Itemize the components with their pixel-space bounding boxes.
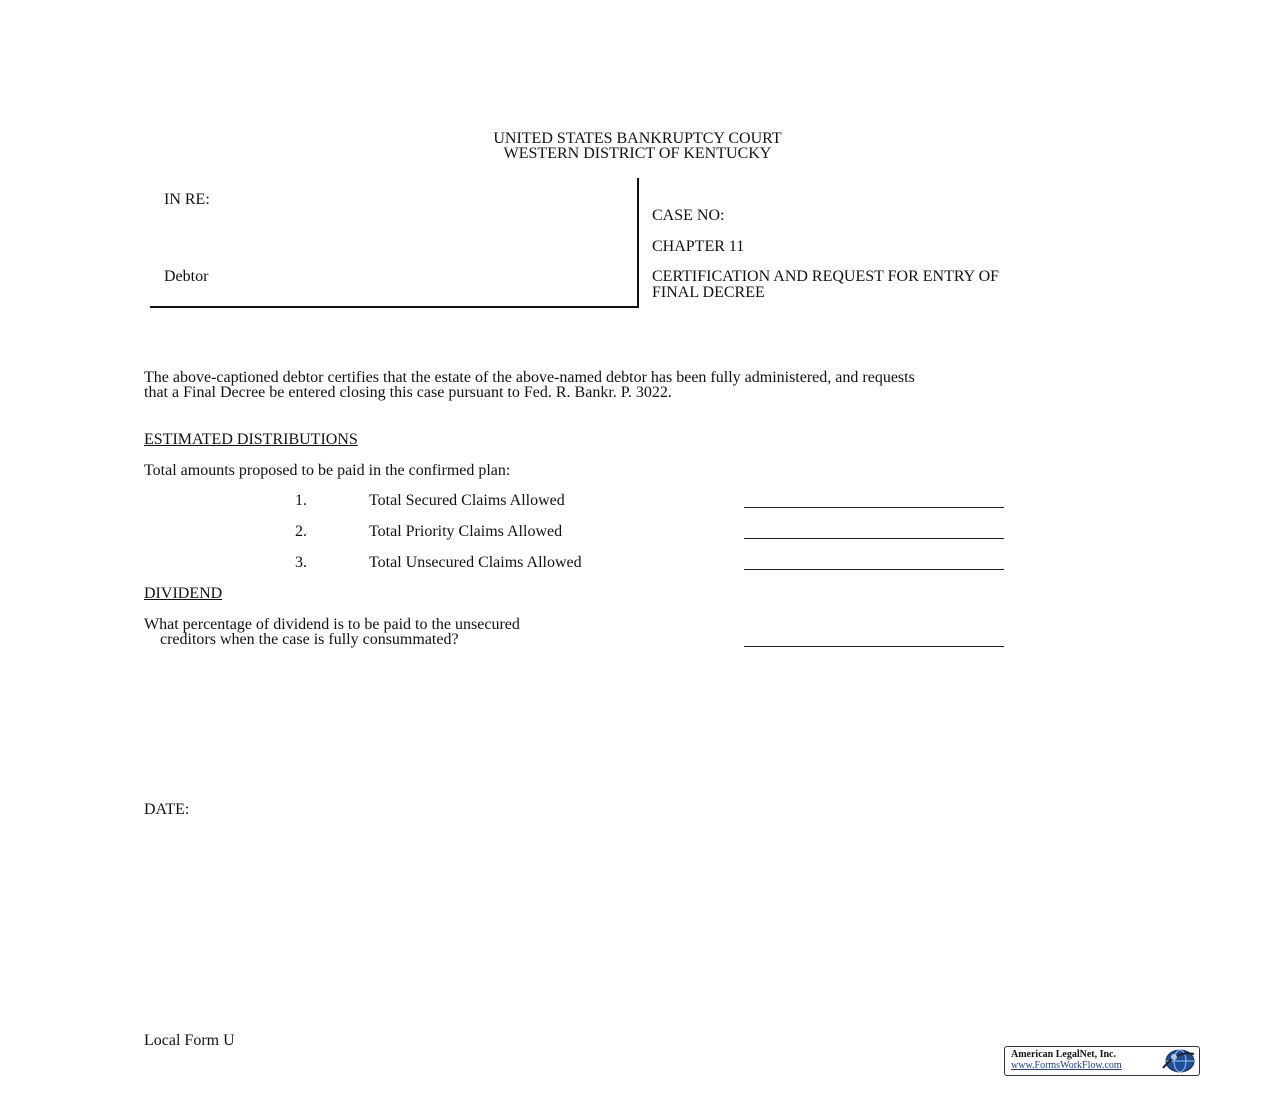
dividend-question-line1: What percentage of dividend is to be paid to the unsecured [144, 616, 520, 633]
item-number: 3. [295, 554, 307, 571]
caption-divider-horizontal [150, 306, 639, 308]
publisher-logo[interactable] [1004, 1046, 1200, 1076]
case-no-label: CASE NO: [652, 207, 725, 224]
estimated-distributions-heading: ESTIMATED DISTRIBUTIONS [144, 431, 358, 448]
unsecured-claims-blank[interactable] [744, 569, 1004, 570]
unsecured-claims-label: Total Unsecured Claims Allowed [369, 554, 582, 571]
chapter-label: CHAPTER 11 [652, 238, 745, 255]
secured-claims-label: Total Secured Claims Allowed [369, 492, 565, 509]
document-title-line2: FINAL DECREE [652, 284, 765, 301]
document-title-line1: CERTIFICATION AND REQUEST FOR ENTRY OF [652, 268, 1000, 285]
debtor-label: Debtor [164, 268, 209, 285]
date-label: DATE: [144, 801, 190, 818]
dividend-percentage-blank[interactable] [744, 646, 1004, 647]
item-number: 2. [295, 523, 307, 540]
secured-claims-blank[interactable] [744, 507, 1004, 508]
court-name: UNITED STATES BANKRUPTCY COURT [493, 130, 782, 147]
distributions-intro: Total amounts proposed to be paid in the confirmed plan: [144, 462, 511, 479]
caption-divider-vertical [637, 178, 639, 308]
item-number: 1. [295, 492, 307, 509]
globe-icon [1160, 1048, 1196, 1074]
certification-paragraph-line2: that a Final Decree be entered closing this case pursuant to Fed. R. Bankr. P. 3022. [144, 384, 672, 401]
publisher-url[interactable]: www.FormsWorkFlow.com [1011, 1060, 1122, 1071]
certification-paragraph-line1: The above-captioned debtor certifies that the estate of the above-named debtor has been fully administered, and requests [144, 369, 915, 386]
priority-claims-blank[interactable] [744, 538, 1004, 539]
dividend-heading: DIVIDEND [144, 585, 223, 602]
in-re-label: IN RE: [164, 191, 210, 208]
local-form-label: Local Form U [144, 1032, 235, 1049]
dividend-question-line2: creditors when the case is fully consummated? [160, 631, 459, 648]
district-name: WESTERN DISTRICT OF KENTUCKY [503, 145, 772, 162]
publisher-name: American LegalNet, Inc. [1011, 1049, 1116, 1060]
priority-claims-label: Total Priority Claims Allowed [369, 523, 563, 540]
